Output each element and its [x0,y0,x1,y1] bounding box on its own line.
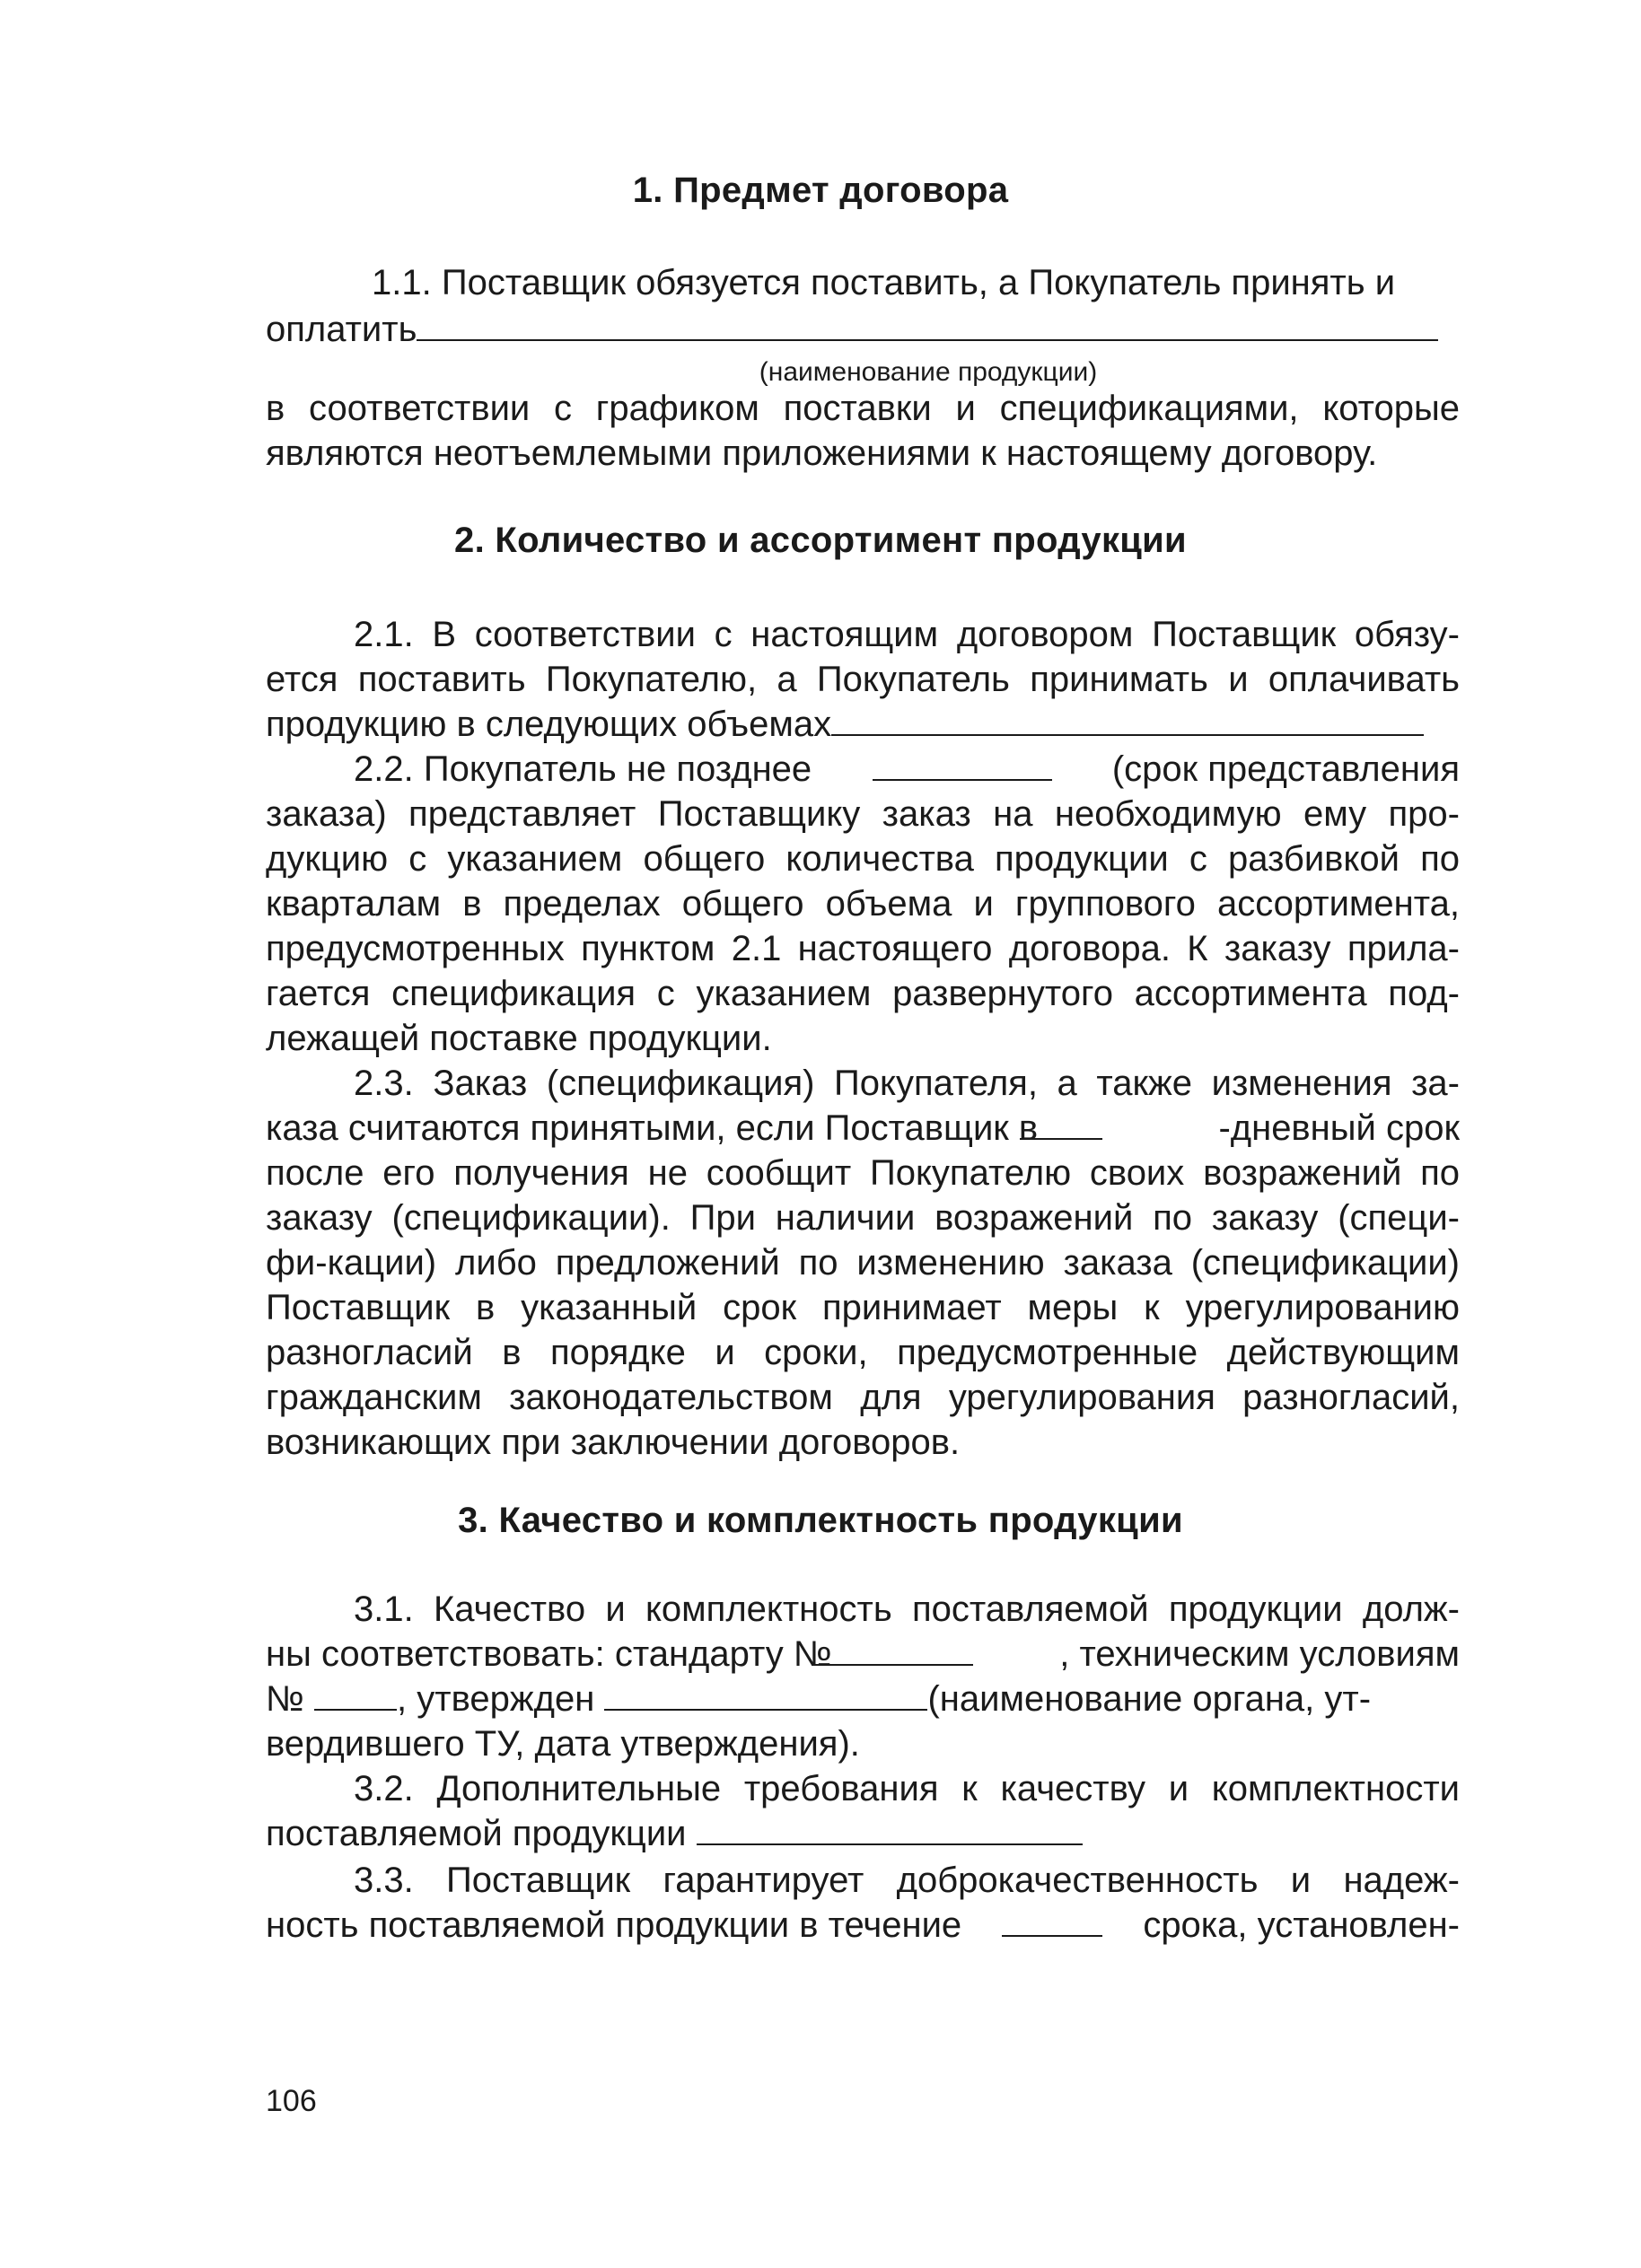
clause-2-2-line-2: заказа) представляет Поставщику заказ на необходимую ему про- [266,794,1460,834]
clause-1-1-line-4: являются неотъемлемыми приложениями к настоящему договору. [266,433,1378,473]
clause-3-1-number-sign: № [266,1679,304,1719]
section-heading-3: 3. Качество и комплектность продукции [458,1501,1183,1540]
clause-3-1-standard: ны соответствовать: стандарту № [266,1634,832,1674]
clause-2-3-line-2 [266,1108,1460,1149]
clause-2-2-text: 2.2. Покупатель не позднее [354,749,812,789]
clause-2-2-line-7: лежащей поставке продукции. [266,1019,772,1058]
clause-3-1-caption: (наименование органа, ут- [927,1679,1372,1719]
section-heading-1: 1. Предмет договора [632,171,1009,210]
clause-3-1-line-3 [266,1678,1460,1720]
clause-3-3-term: срока, установлен- [1143,1905,1460,1945]
clause-2-1-line-2: ется поставить Покупателю, а Покупатель принимать и оплачивать [266,660,1460,699]
blank-tu-number [314,1678,397,1711]
clause-1-1-text: оплатить [266,310,417,349]
clause-3-1-approved: , утвержден [397,1679,595,1719]
clause-3-1-line-4: вердившего ТУ, дата утверждения). [266,1724,860,1764]
clause-2-3-line-7: разногласий в порядке и сроки, предусмотренные действующим [266,1333,1460,1372]
clause-3-2-line-2 [266,1813,1460,1854]
clause-3-2-text: поставляемой продукции [266,1814,687,1853]
blank-approving-body [604,1678,927,1711]
clause-2-2-line-1 [354,749,1460,790]
page-number: 106 [266,2084,317,2118]
caption-product-name: (наименование продукции) [759,357,1098,387]
clause-2-3-line-6: Поставщик в указанный срок принимает меры к урегулированию [266,1288,1460,1327]
clause-2-2-line-4: кварталам в пределах общего объема и группового ассортимента, [266,884,1460,924]
clause-3-1-tu: , техническим условиям [1059,1634,1460,1674]
clause-2-2-line-3: дукцию с указанием общего количества продукции с разбивкой по [266,839,1460,879]
clause-1-1-line-1: 1.1. Поставщик обязуется поставить, а Покупатель принять и [372,263,1396,302]
clause-3-2-line-1: 3.2. Дополнительные требования к качеству и комплектности [354,1769,1460,1808]
clause-1-1-line-2 [266,309,1460,350]
clause-2-3-line-5: фи-кации) либо предложений по изменению заказа (спецификации) [266,1243,1460,1283]
clause-2-1-line-1: 2.1. В соответствии с настоящим договором Поставщик обязу- [354,615,1460,654]
blank-standard-number [812,1633,973,1666]
blank-extra-requirements [697,1813,1083,1845]
clause-2-3-line-9: возникающих при заключении договоров. [266,1423,961,1462]
clause-2-3-line-4: заказу (спецификации). При наличии возражений по заказу (специ- [266,1198,1460,1238]
clause-2-3-line-1: 2.3. Заказ (спецификация) Покупателя, а также изменения за- [354,1064,1460,1103]
clause-2-3-line-3: после его получения не сообщит Покупателю своих возражений по [266,1153,1460,1193]
section-heading-2: 2. Количество и ассортимент продукции [454,521,1187,560]
clause-2-3-line-8: гражданским законодательством для урегулирования разногласий, [266,1378,1460,1417]
clause-2-2-line-5: предусмотренных пунктом 2.1 настоящего договора. К заказу прила- [266,929,1460,968]
clause-1-1-line-3: в соответствии с графиком поставки и спецификациями, которые [266,389,1460,428]
clause-2-1-text: продукцию в следующих объемах [266,705,832,744]
clause-3-3-line-2 [266,1905,1460,1946]
clause-3-3-line-1: 3.3. Поставщик гарантирует доброкачественность и надеж- [354,1861,1460,1900]
blank-warranty-term [1002,1905,1102,1937]
clause-2-2-caption: (срок представления [1111,749,1460,789]
clause-3-1-line-1: 3.1. Качество и комплектность поставляемой продукции долж- [354,1589,1460,1629]
clause-2-3-days: -дневный срок [1218,1108,1460,1148]
clause-2-1-line-3 [266,704,1460,745]
blank-days [1020,1108,1102,1140]
blank-order-date [873,749,1052,781]
clause-2-3-text: каза считаются принятыми, если Поставщик в [266,1108,1039,1148]
clause-2-2-line-6: гается спецификация с указанием развернутого ассортимента под- [266,974,1460,1013]
clause-3-1-line-2 [266,1633,1460,1675]
clause-3-3-text: ность поставляемой продукции в течение [266,1905,962,1945]
blank-product-name [417,309,1438,341]
blank-volumes [831,704,1424,736]
